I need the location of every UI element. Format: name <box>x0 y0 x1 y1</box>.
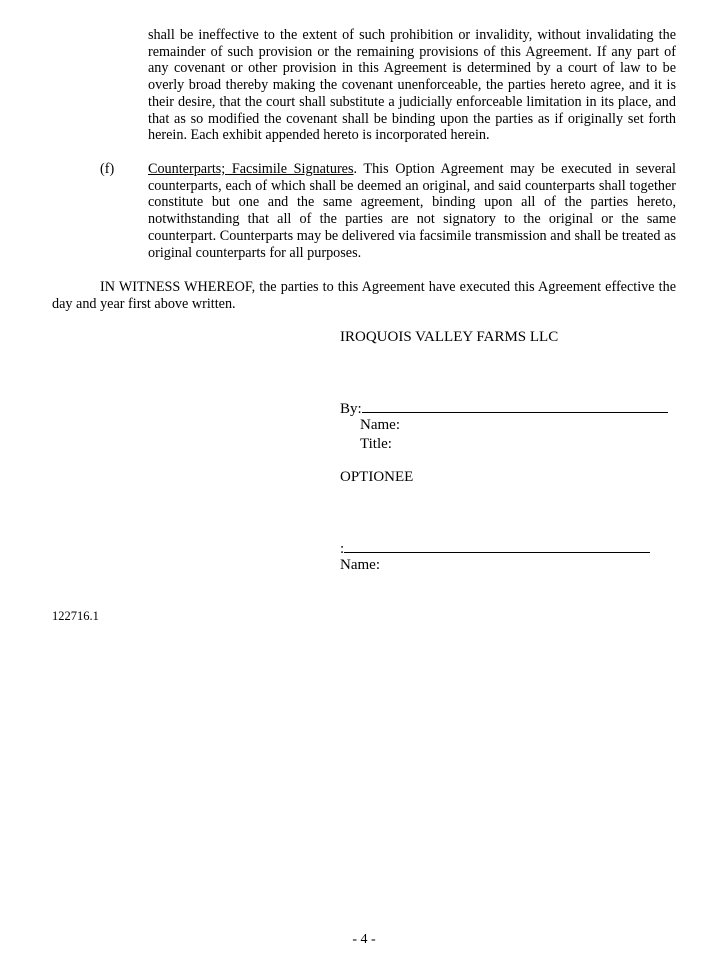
optionee-name-label: Name: <box>340 557 380 573</box>
company-signer-title-label: Title: <box>360 436 392 452</box>
by-signature-line <box>340 398 668 418</box>
by-signature-underline <box>362 398 668 413</box>
section-f-body: . This Option Agreement may be executed in several counterparts, each of which shall be deemed an original, and said counterparts shall together constitute but one and the same agreement, binding upon all of the parties hereto, notwithstanding that all of the parties are not signatory to the original or the same counterpart. Counterparts may be delivered via facsimile transmission and shall be treated as original counterparts for all purposes. <box>148 161 676 261</box>
section-f-heading: Counterparts; Facsimile Signatures <box>148 161 354 177</box>
optionee-label: OPTIONEE <box>340 469 414 485</box>
optionee-signature-underline <box>344 538 650 553</box>
optionee-colon-label: : <box>340 541 345 557</box>
continued-paragraph: shall be ineffective to the extent of such prohibition or invalidity, without invalidating the remainder of such provision or the remaining provisions of this Agreement. If any part of any covenant or other provision in this Agreement is determined by a court of law to be overly broad thereby making the covenant unenforceable, the parties hereto agree, and it is their desire, that the court shall substitute a judicially enforceable limitation in its place, and that as so modified the covenant shall be binding upon the parties as if originally set forth herein. Each exhibit appended hereto is incorporated herein. <box>148 27 676 144</box>
company-signer-name-label: Name: <box>360 417 400 433</box>
optionee-signature-line <box>340 538 650 558</box>
page-number: - 4 - <box>352 932 376 947</box>
section-f-marker: (f) <box>100 161 115 177</box>
document-id: 122716.1 <box>52 609 99 623</box>
company-name: IROQUOIS VALLEY FARMS LLC <box>340 329 559 345</box>
section-f-paragraph <box>148 161 676 261</box>
witness-paragraph: IN WITNESS WHEREOF, the parties to this Agreement have executed this Agreement effective the day and year first above written. <box>52 279 676 312</box>
by-label: By: <box>340 401 362 417</box>
